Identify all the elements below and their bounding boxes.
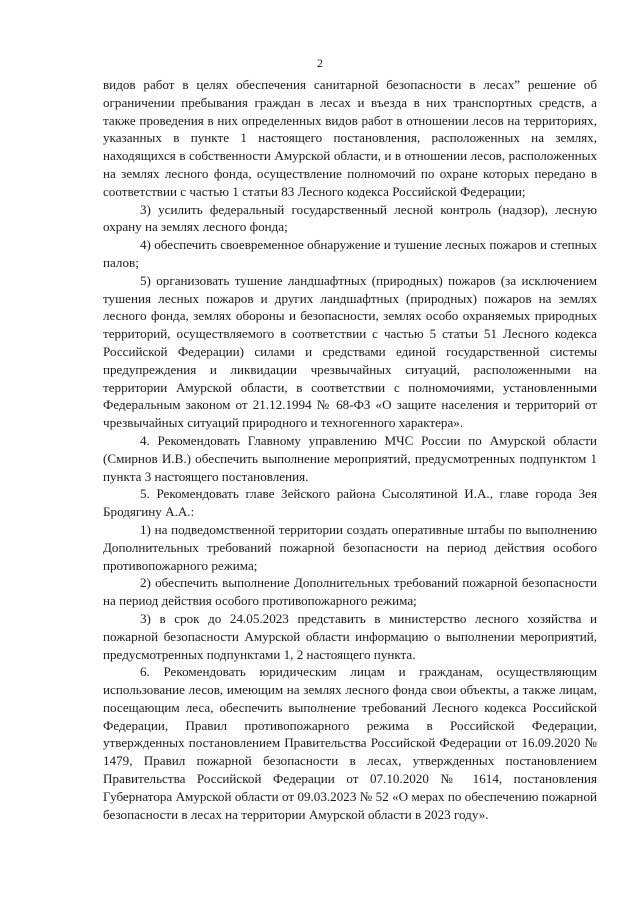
paragraph-section-5-item-2: 2) обеспечить выполнение Дополнительных требований пожарной безопасности на период действия особого противопожарного режима;	[103, 575, 597, 609]
page-number: 2	[317, 56, 323, 70]
paragraph-section-5-item-3: 3) в срок до 24.05.2023 представить в министерство лесного хозяйства и пожарной безопасности Амурской области информацию о выполнении мероприятий, предусмотренных подпунктами 1, 2 настоящего пункта.	[103, 610, 597, 662]
paragraph-continuation: видов работ в целях обеспечения санитарной безопасности в лесах” решение об ограничении пребывания граждан в лесах и въезда в них транспортных средств, а также проведения в них определенных видов работ в отношении лесов на территориях, указанных в пункте 1 настоящего постановления, расположенных на землях, находящихся в собственности Амурской области, и в отношении лесов, расположенных на землях лесного фонда, осуществление полномочий по охране которых передано в соответствии с частью 1 статьи 83 Лесного кодекса Российской Федерации;	[103, 77, 597, 199]
paragraph-section-5-item-1: 1) на подведомственной территории создать оперативные штабы по выполнению Дополнительных требований пожарной безопасности на период действия особого противопожарного режима;	[103, 521, 597, 573]
paragraph-section-4-emercom: 4. Рекомендовать Главному управлению МЧС России по Амурской области (Смирнов И.В.) обеспечить выполнение мероприятий, предусмотренных подпунктом 1 пункта 3 настоящего постановления.	[103, 432, 597, 484]
paragraph-section-6-legal-entities: 6. Рекомендовать юридическим лицам и гражданам, осуществляющим использование лесов, имеющим на землях лесного фонда свои объекты, а также лицам, посещающим леса, обеспечить выполнение требований Лесного кодекса Российской Федерации, Правил противопожарного режима в Российской Федерации, утвержденных постановлением Правительства Российской Федерации от 16.09.2020 № 1479, Правил пожарной безопасности в лесах, утвержденных постановлением Правительства Российской Федерации от 07.10.2020 № 1614, постановления Губернатора Амурской области от 09.03.2023 № 52 «О мерах по обеспечению пожарной безопасности в лесах на территории Амурской области в 2023 году».	[103, 664, 597, 822]
paragraph-item-5-landscape-fires: 5) организовать тушение ландшафтных (природных) пожаров (за исключением тушения лесных пожаров и других ландшафтных (природных) пожаров на землях лесного фонда, землях обороны и безопасности, землях особо охраняемых природных территорий, осуществляемого в соответствии с частью 5 статьи 51 Лесного кодекса Российской Федерации) силами и средствами единой государственной системы предупреждения и ликвидации чрезвычайных ситуаций, расположенными на территории Амурской области, в соответствии с полномочиями, установленными Федеральным законом от 21.12.1994 № 68-ФЗ «О защите населения и территорий от чрезвычайных ситуаций природного и техногенного характера».	[103, 272, 597, 431]
paragraph-section-5-heads: 5. Рекомендовать главе Зейского района Сысолятиной И.А., главе города Зея Бродягину А.А.:	[103, 486, 597, 520]
paragraph-item-4-fire-detection: 4) обеспечить своевременное обнаружение и тушение лесных пожаров и степных палов;	[103, 237, 597, 270]
document-body	[103, 76, 597, 823]
paragraph-item-3-forest-control: 3) усилить федеральный государственный лесной контроль (надзор), лесную охрану на землях лесного фонда;	[103, 201, 597, 235]
